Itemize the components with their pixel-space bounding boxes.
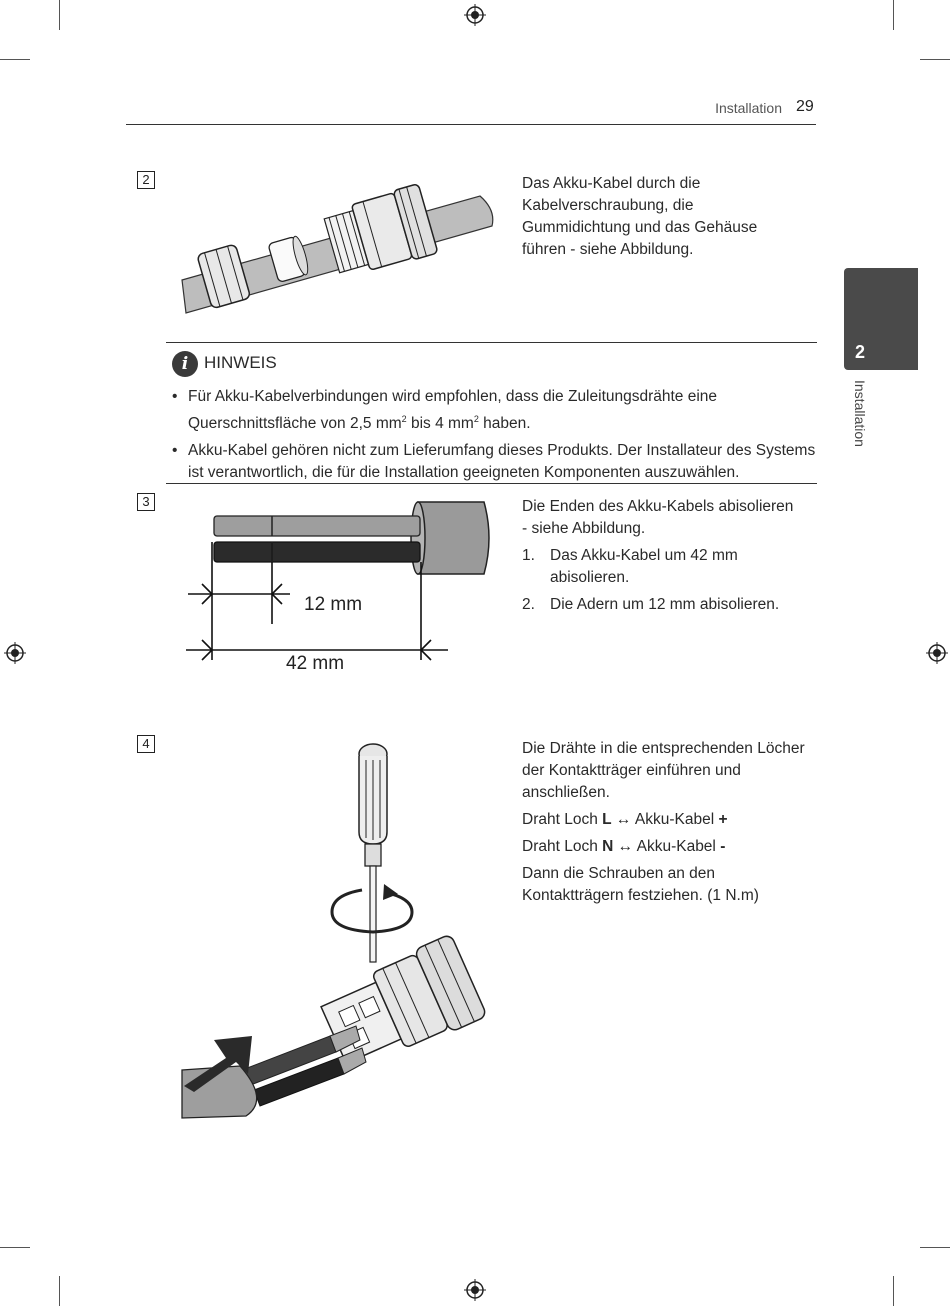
registration-mark-icon [464, 4, 486, 26]
note-item-text: haben. [478, 415, 531, 433]
superscript: 2 [401, 414, 407, 424]
step-2-paragraph: Das Akku-Kabel durch die Kabelverschraubung, die Gummidichtung und das Gehäuse führen - siehe Abbildung. [522, 175, 758, 258]
superscript: 2 [473, 414, 479, 424]
list-item [522, 594, 798, 616]
note-list [172, 386, 822, 489]
cable-gland-illustration [180, 180, 500, 325]
crop-mark [893, 0, 894, 30]
wire-n-sign: - [720, 838, 726, 855]
step-2-text [522, 173, 772, 266]
crop-mark [0, 1247, 30, 1248]
crop-mark [59, 1276, 60, 1306]
chapter-tab-number: 2 [855, 342, 866, 362]
crop-mark [893, 1276, 894, 1306]
double-arrow-icon: ↔ [617, 838, 634, 855]
note-item-text: bis 4 mm [406, 415, 474, 433]
wire-n-prefix: Draht Loch [522, 838, 603, 855]
note-item [172, 440, 822, 484]
header-section-label: Installation [715, 100, 782, 116]
step-4-outro: Dann die Schrauben an den Kontaktträgern festziehen. (1 N.m) [522, 865, 759, 904]
info-icon: i [172, 351, 198, 377]
registration-mark-icon [464, 1279, 486, 1301]
note-item-text: Akku-Kabel gehören nicht zum Lieferumfang dieses Produkts. Der Installateur des Systems ist verantwortlich, die für die Installation geeigneten Komponenten auszuwählen. [188, 442, 816, 482]
crop-mark [920, 59, 950, 60]
crop-mark [59, 0, 60, 30]
step-number: 4 [137, 735, 155, 753]
registration-mark-icon [926, 642, 948, 664]
list-item [522, 545, 798, 589]
list-item-text: Das Akku-Kabel um 42 mm abisolieren. [550, 547, 738, 586]
step-4-text [522, 738, 812, 912]
registration-mark-icon [4, 642, 26, 664]
note-bottom-rule [166, 483, 817, 484]
wire-n-hole: N [602, 838, 614, 855]
list-item-number: 1. [522, 547, 535, 564]
note-top-rule [166, 342, 817, 343]
wire-l-sign: + [718, 811, 728, 828]
wire-n-line [522, 836, 812, 858]
note-title: HINWEIS [204, 353, 277, 372]
double-arrow-icon: ↔ [615, 811, 632, 828]
list-item-text: Die Adern um 12 mm abisolieren. [550, 596, 780, 613]
dimension-label-long: 42 mm [286, 653, 345, 674]
note-item [172, 386, 822, 435]
page-number: 29 [796, 98, 814, 115]
step-number: 3 [137, 493, 155, 511]
dimension-label-short: 12 mm [304, 594, 363, 615]
list-item-number: 2. [522, 596, 535, 613]
chapter-tab-label: Installation [852, 380, 868, 447]
note-item-text: Für Akku-Kabelverbindungen wird empfohlen, dass die Zuleitungsdrähte eine Querschnittsfläche von 2,5 mm [188, 388, 718, 433]
wire-l-cable: Akku-Kabel [634, 811, 715, 828]
wire-l-prefix: Draht Loch [522, 811, 603, 828]
crop-mark [0, 59, 30, 60]
header-divider [126, 124, 816, 125]
screwdriver-connection-illustration [180, 740, 490, 1120]
crop-mark [920, 1247, 950, 1248]
wire-l-hole: L [602, 811, 612, 828]
step-number: 2 [137, 171, 155, 189]
wire-n-cable: Akku-Kabel [636, 838, 716, 855]
step-4-intro: Die Drähte in die entsprechenden Löcher der Kontaktträger einführen und anschließen. [522, 740, 805, 801]
wire-l-line [522, 809, 812, 831]
step-3-intro: Die Enden des Akku-Kabels abisolieren - siehe Abbildung. [522, 498, 794, 537]
step-3-text [522, 496, 798, 621]
